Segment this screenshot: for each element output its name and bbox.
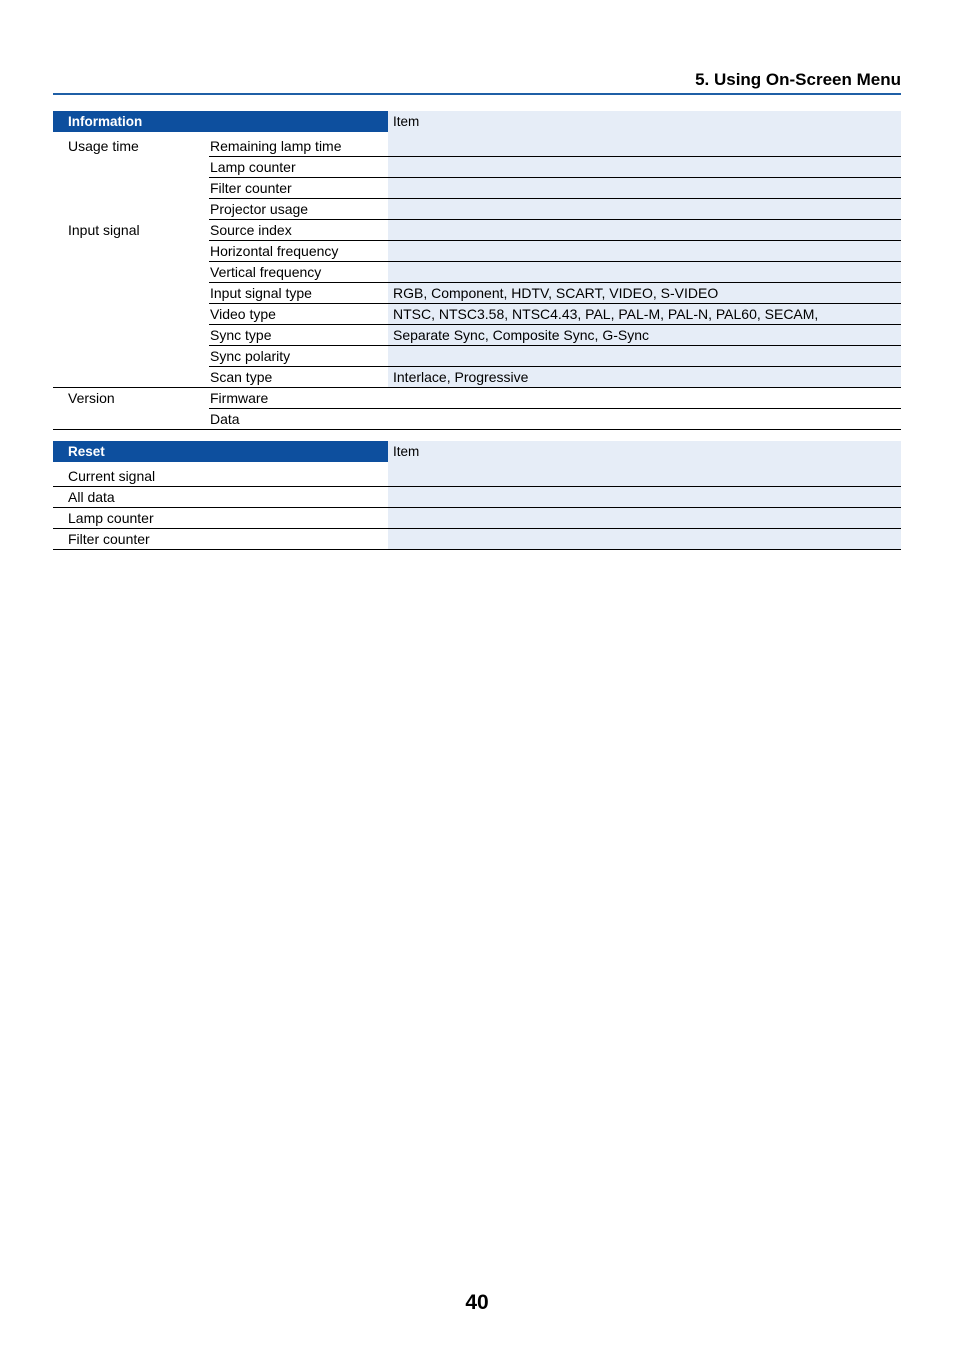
row-item [388, 241, 901, 262]
row-item [388, 157, 901, 178]
row-item [388, 346, 901, 367]
table-row [53, 462, 901, 487]
row-name: Lamp counter [53, 508, 388, 529]
row-item: Interlace, Progressive [388, 367, 901, 388]
chapter-title: 5. Using On-Screen Menu [695, 70, 901, 89]
row-item [388, 462, 901, 487]
row-name: Video type [209, 304, 388, 325]
row-name: Scan type [209, 367, 388, 388]
row-name: All data [53, 487, 388, 508]
row-name: Filter counter [53, 529, 388, 550]
row-item [388, 487, 901, 508]
reset-item-header: Item [388, 441, 901, 462]
information-title: Information [53, 111, 388, 132]
row-item [388, 178, 901, 199]
row-name: Remaining lamp time [209, 132, 388, 157]
row-name: Horizontal frequency [209, 241, 388, 262]
row-name: Sync type [209, 325, 388, 346]
row-item [388, 199, 901, 220]
header-rule [53, 93, 901, 95]
page-number: 40 [465, 1291, 489, 1314]
information-item-header: Item [388, 111, 901, 132]
table-row [53, 220, 901, 241]
row-name: Firmware [209, 388, 388, 409]
row-item [388, 388, 901, 409]
row-name: Vertical frequency [209, 262, 388, 283]
row-name: Sync polarity [209, 346, 388, 367]
reset-title: Reset [53, 441, 388, 462]
reset-table [53, 441, 901, 550]
row-item [388, 132, 901, 157]
row-item: RGB, Component, HDTV, SCART, VIDEO, S-VIDEO [388, 283, 901, 304]
table-row [53, 132, 901, 157]
row-name: Current signal [53, 462, 388, 487]
row-item [388, 508, 901, 529]
row-name: Filter counter [209, 178, 388, 199]
row-item [388, 220, 901, 241]
information-table-header [53, 111, 901, 132]
reset-table-header [53, 441, 901, 462]
row-name: Projector usage [209, 199, 388, 220]
table-row [53, 508, 901, 529]
group-label-version: Version [53, 388, 209, 430]
table-row [53, 529, 901, 550]
row-name: Source index [209, 220, 388, 241]
row-item [388, 262, 901, 283]
row-name: Input signal type [209, 283, 388, 304]
group-label-input-signal: Input signal [53, 220, 209, 388]
row-item: NTSC, NTSC3.58, NTSC4.43, PAL, PAL-M, PAL-N, PAL60, SECAM, [388, 304, 901, 325]
table-row [53, 388, 901, 409]
information-table [53, 111, 901, 430]
table-row [53, 487, 901, 508]
group-label-usage-time: Usage time [68, 138, 139, 154]
row-name: Lamp counter [209, 157, 388, 178]
row-item: Separate Sync, Composite Sync, G-Sync [388, 325, 901, 346]
row-item [388, 409, 901, 430]
row-item [388, 529, 901, 550]
row-name: Data [209, 409, 388, 430]
